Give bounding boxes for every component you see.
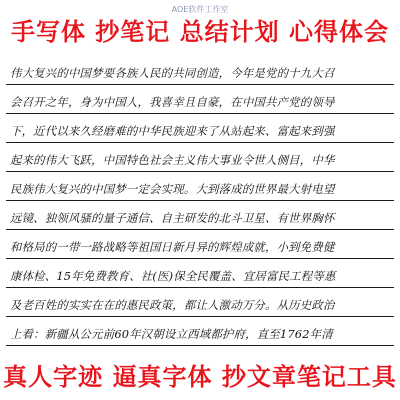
notebook-line [6,290,394,317]
handwritten-text: 远镜、独领风骚的量子通信、自主研发的北斗卫星、有世界胸怀 [10,211,335,225]
watermark-text: AOE软件工作室 [171,5,229,14]
handwriting-notebook [0,58,400,350]
notebook-line [6,87,394,114]
notebook-line [6,174,394,201]
notebook-line [6,116,394,143]
notebook-line [6,58,394,85]
notebook-line [6,319,394,346]
promo-headline-bottom: 真人字迹 逼真字体 抄文章笔记工具 [3,363,397,391]
handwritten-text: 上看：新疆从公元前60年汉朝设立西域都护府，直至1762年清 [10,327,333,341]
handwritten-text: 会召开之年，身为中国人，我喜幸且自豪，在中国共产党的领导 [10,95,335,109]
notebook-line [6,261,394,288]
handwritten-text: 起来的伟大飞跃，中国特色社会主义伟大事业令世人侧目，中华 [10,153,335,167]
handwritten-text: 民族伟大复兴的中国梦一定会实现。大到落成的世界最大射电望 [10,182,335,196]
handwritten-text: 及老百姓的实实在在的惠民政策，都让人激动万分。从历史政治 [10,298,335,312]
handwritten-text: 下，近代以来久经磨难的中华民族迎来了从站起来、富起来到强 [10,124,335,138]
notebook-line [6,145,394,172]
notebook-line [6,203,394,230]
handwritten-text: 伟大复兴的中国梦要各族人民的共同创造，今年是党的十九大召 [10,66,335,80]
promo-headline-top: 手写体 抄笔记 总结计划 心得体会 [10,18,390,46]
top-banner [0,0,400,58]
notebook-line [6,232,394,259]
handwritten-text: 和格局的一带一路战略等祖国日新月异的辉煌成就，小到免费健 [10,240,335,254]
handwritten-text: 康体检、15年免费教育、社(医)保全民覆盖、宜居富民工程等惠 [10,269,336,283]
